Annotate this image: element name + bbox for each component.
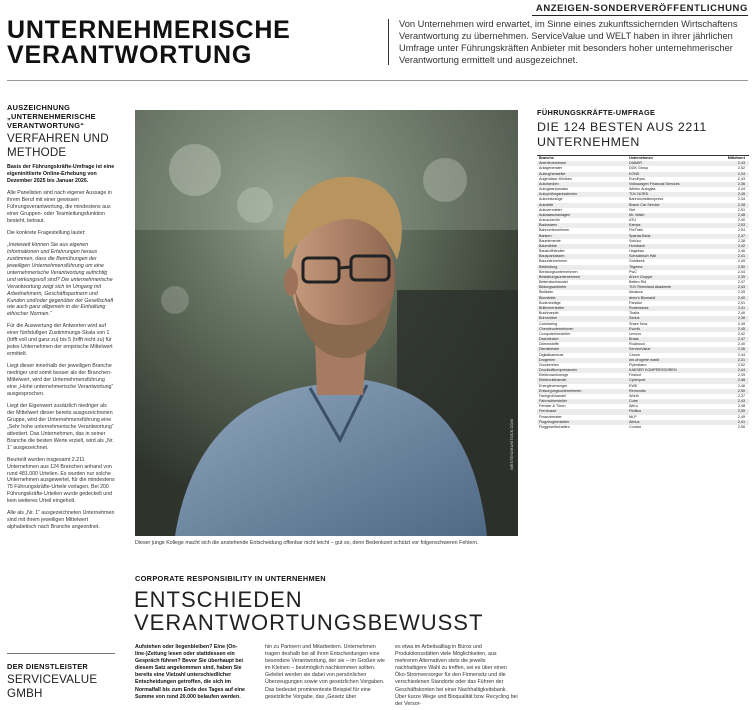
cell-unternehmen: denn's Biomarkt xyxy=(629,295,656,300)
cell-branche: Bahnunternehmen xyxy=(539,228,570,233)
cell-mittelwert: 2,50 xyxy=(737,264,745,269)
cell-mittelwert: 2,47 xyxy=(737,337,745,342)
method-quote: „Inwieweit können Sie aus eigenen Informationen und Erfahrungen heraus zustimmen, dass die Bemühungen der jeweiligen Unternehmensführung um eine unternehmerische Verantwortung aufrichtig und wirkungsvoll sind? Die unternehmerische Verantwortung zeigt sich im Umgang mit Arbeitnehmern, Geschäftspartnern und Kunden und/oder gegenüber der Gesellschaft wie auch ganz allgemein in der Einhaltung ethischer Normen.“ xyxy=(7,241,114,318)
cell-branche: Elektronikhandel xyxy=(539,378,567,383)
cell-mittelwert: 2,45 xyxy=(737,326,745,331)
cell-mittelwert: 2,47 xyxy=(737,280,745,285)
cell-mittelwert: 2,49 xyxy=(737,321,745,326)
cell-branche: Autoglasreparatur xyxy=(539,187,569,192)
cell-mittelwert: 2,52 xyxy=(737,362,745,367)
cell-unternehmen: ServiceValue xyxy=(629,347,651,352)
cell-mittelwert: 2,38 xyxy=(737,202,745,207)
method-paragraph: Alle Panelisten sind nach eigener Aussage in ihrem Beruf mit einer gewissen Führungsverantwortung, die mindestens aus einer Gruppen- oder Teamleitungsfunktion besteht, betraut. xyxy=(7,190,112,224)
article-column-1: Aufstehen oder liegenbleiben? Eine (On-line-)Zeitung lesen oder stattdessen ein Gespräch führen? Bevor Sie überhaupt bei diesem Satz angekommen sind, haben Sie bereits eine Vielzahl unterschiedlicher Entscheidungen getroffen, die sich im Normalfall bis zum Ende des Tages auf eine Summe von rund 20.000 belaufen werden. xyxy=(135,644,245,700)
article-body xyxy=(135,644,518,708)
cell-branche: Bauunternehmen xyxy=(539,259,568,264)
cell-unternehmen: Share Now xyxy=(629,321,648,326)
cell-mittelwert: 2,37 xyxy=(737,233,745,238)
cell-branche: Bestattungsunternehmen xyxy=(539,274,581,279)
cell-branche: Autovermieter xyxy=(539,207,562,212)
cell-unternehmen: DGK Group xyxy=(629,166,649,171)
portrait-illustration xyxy=(135,110,518,536)
cell-branche: Bauelemente xyxy=(539,238,561,243)
cell-unternehmen: Schüco xyxy=(629,238,642,243)
cell-mittelwert: 2,46 xyxy=(737,249,745,254)
cell-branche: Backwaren xyxy=(539,223,558,228)
cell-unternehmen: Sparda-Bank xyxy=(629,233,651,238)
cell-branche: Fachgroßhandel xyxy=(539,393,566,398)
photo-credit: WESTEND61/ISTOCK.COM xyxy=(509,419,514,470)
cell-unternehmen: ATU xyxy=(629,218,637,223)
article-column-2: hin zu Partnern und Mitarbeitern. Unternehmen tragen deshalb bei all ihren Entscheidungen eine besondere Verantwortung, der sie – im Großen wie im Kleinen – bestmöglich nachkommen sollten. Geleitet werden sie dabei von persönlichen Überzeugungen sowie von gesetzlichen Vorgaben. Das bedeutet prominenteste Beispiel für eine gesetzliche Vorgabe, das „Gesetz über xyxy=(265,644,385,700)
cell-branche: Banken xyxy=(539,233,552,238)
article-title-line-2: VERANTWORTUNGSBEWUSST xyxy=(134,610,484,635)
cell-mittelwert: 2,46 xyxy=(737,383,745,388)
cell-unternehmen: Evonik xyxy=(629,326,641,331)
cell-branche: Fernbusse xyxy=(539,409,557,414)
cell-branche: Biomärkte xyxy=(539,295,556,300)
cell-mittelwert: 2,45 xyxy=(737,192,745,197)
cell-unternehmen: Condor xyxy=(629,424,642,429)
page-title-line-1: UNTERNEHMERISCHE xyxy=(7,16,291,44)
cell-unternehmen: Alnatura xyxy=(629,290,643,295)
cell-unternehmen: Kamps xyxy=(629,223,641,228)
cell-branche: Druckereien xyxy=(539,362,559,367)
cell-unternehmen: Parador xyxy=(629,300,643,305)
cell-branche: Autoprüforganisationen xyxy=(539,192,578,197)
cell-unternehmen: Betten Rid xyxy=(629,280,647,285)
cell-unternehmen: KAESER KOMPRESSOREN xyxy=(629,368,677,373)
cell-branche: Bioläden xyxy=(539,290,554,295)
cell-mittelwert: 2,40 xyxy=(737,295,745,300)
cell-unternehmen: Hornbach xyxy=(629,243,645,248)
cell-unternehmen: PwC xyxy=(629,269,637,274)
cell-mittelwert: 2,48 xyxy=(737,378,745,383)
feature-photo xyxy=(135,110,518,536)
cell-unternehmen: Thalia xyxy=(629,311,640,316)
survey-title: DIE 124 BESTEN AUS 2211 UNTERNEHMEN xyxy=(537,120,707,149)
cell-unternehmen: Flyeralarm xyxy=(629,362,647,367)
cell-mittelwert: 2,34 xyxy=(737,197,745,202)
cell-branche: Fluggesellschaften xyxy=(539,424,570,429)
cell-unternehmen: EuroEyes xyxy=(629,176,645,181)
method-column xyxy=(7,103,115,531)
cell-mittelwert: 2,34 xyxy=(737,171,745,176)
sponsored-banner: ANZEIGEN-SONDERVERÖFFENTLICHUNG xyxy=(535,3,748,14)
cell-branche: Dämmstoffe xyxy=(539,342,559,347)
cell-mittelwert: 2,48 xyxy=(737,212,745,217)
cell-branche: Finanzberater xyxy=(539,414,562,419)
left-rule xyxy=(7,653,115,654)
cell-branche: Digitalkameras xyxy=(539,352,564,357)
cell-branche: Fahrradhersteller xyxy=(539,399,568,404)
cell-unternehmen: Remondis xyxy=(629,388,646,393)
cell-mittelwert: 2,55 xyxy=(737,409,745,414)
method-paragraph: Alle als „Nr. 1“ ausgezeichneten Unternehmen sind mit ihrem jeweiligen Mittelwert alphabetisch nach Branche angeordnet. xyxy=(7,510,115,531)
cell-branche: Autoteile xyxy=(539,202,554,207)
cell-unternehmen: dm-drogerie markt xyxy=(629,357,660,362)
cell-mittelwert: 2,53 xyxy=(737,223,745,228)
cell-mittelwert: 2,44 xyxy=(737,269,745,274)
cell-mittelwert: 2,44 xyxy=(737,368,745,373)
cell-branche: Brillenhersteller xyxy=(539,305,565,310)
article-title-line-1: ENTSCHIEDEN xyxy=(134,587,303,612)
cell-unternehmen: Festool xyxy=(629,373,642,378)
header-rule xyxy=(7,80,748,81)
cell-mittelwert: 2,46 xyxy=(737,311,745,316)
cell-unternehmen: Cyberport xyxy=(629,378,646,383)
cell-branche: Drogerien xyxy=(539,357,556,362)
cell-unternehmen: Bosch Car Service xyxy=(629,202,660,207)
cell-mittelwert: 2,31 xyxy=(737,357,745,362)
cell-unternehmen: Goldbeck xyxy=(629,259,645,264)
cell-unternehmen: Weru xyxy=(629,404,638,409)
cell-unternehmen: Volkswagen Financial Services xyxy=(629,181,680,186)
cell-branche: Buchhandel xyxy=(539,311,559,316)
method-title: VERFAHREN UND METHODE xyxy=(7,132,109,159)
cell-mittelwert: 2,43 xyxy=(737,161,745,166)
cell-unternehmen: Cube xyxy=(629,399,638,404)
cell-unternehmen: MLP xyxy=(629,414,637,419)
cell-mittelwert: 2,35 xyxy=(737,290,745,295)
column-header-branche: Branche xyxy=(539,156,554,160)
cell-unternehmen: DIAMIR xyxy=(629,161,642,166)
cell-unternehmen: Trigema xyxy=(629,264,643,269)
cell-mittelwert: 2,50 xyxy=(737,388,745,393)
page-title xyxy=(7,18,291,68)
cell-mittelwert: 2,51 xyxy=(737,300,745,305)
cell-branche: Bildungsanbieter xyxy=(539,285,567,290)
cell-unternehmen: Canon xyxy=(629,352,640,357)
cell-unternehmen: Sedus xyxy=(629,316,640,321)
cell-mittelwert: 2,36 xyxy=(737,347,745,352)
cell-branche: Autobanken xyxy=(539,181,559,186)
cell-unternehmen: Sixt xyxy=(629,207,636,212)
cell-mittelwert: 2,38 xyxy=(737,238,745,243)
cell-branche: Augenlaser-Kliniken xyxy=(539,176,572,181)
cell-unternehmen: EWE xyxy=(629,383,638,388)
cell-unternehmen: Braas xyxy=(629,337,639,342)
cell-mittelwert: 2,36 xyxy=(737,181,745,186)
cell-branche: Büromöbel xyxy=(539,316,557,321)
article-kicker: CORPORATE RESPONSIBILITY IN UNTERNEHMEN xyxy=(135,574,326,583)
cell-mittelwert: 2,48 xyxy=(737,404,745,409)
cell-unternehmen: Rockwool xyxy=(629,342,645,347)
cell-unternehmen: FlixTrain xyxy=(629,228,643,233)
cell-mittelwert: 2,42 xyxy=(737,331,745,336)
method-kicker: AUSZEICHNUNG „UNTERNEHMERISCHE VERANTWORTUNG“ xyxy=(7,103,96,130)
method-paragraph: Beurteilt wurden insgesamt 2.211 Unternehmen aus 124 Branchen anhand von rund 481.000 Urteilen. Es wurden nur solche Unternehmen ausgewertet, für die mindestens 75 Führungskräfte-Urteile vorlagen. Bei 200 Führungskräfte-Urteilen wurde gedeckelt und kein weiteres Urteil eingeholt. xyxy=(7,456,115,505)
cell-unternehmen: Würth xyxy=(629,393,639,398)
cell-branche: Computerhersteller xyxy=(539,331,571,336)
cell-unternehmen: KONE xyxy=(629,171,640,176)
cell-branche: Chemieunternehmen xyxy=(539,326,574,331)
article-column-3: es etwa im Arbeitsalltag in Büros und Produktionsstätten viele Möglichkeiten, aus mehreren Alternativen stets die jeweils nachhaltigere Wahl zu treffen, sei es über einen Öko-Stromversorger für den Firmensitz und die verschiedenen Standorte oder das Führen der Geschäftskonten bei einer Nachhaltigkeitsbank. Über kurze Wege und Bioqualität bzw. Recycling bei der Versor- xyxy=(395,644,518,707)
cell-mittelwert: 2,43 xyxy=(737,399,745,404)
cell-mittelwert: 2,43 xyxy=(737,285,745,290)
cell-branche: Fenster & Türen xyxy=(539,404,566,409)
method-paragraph: Liegt dieser innerhalb der jeweiligen Branche niedriger und somit besser als der Branchen-Mittelwert, wird der Unternehmensführung eine „Hohe unternehmerische Verantwortung“ ausgesprochen. xyxy=(7,363,114,397)
cell-branche: Entsorgungsunternehmen xyxy=(539,388,582,393)
provider-kicker: DER DIENSTLEISTER xyxy=(7,662,89,671)
cell-branche: Autoreisezüge xyxy=(539,197,563,202)
cell-branche: Bausparkassen xyxy=(539,254,565,259)
method-paragraph: Die konkrete Fragestellung lautet: xyxy=(7,229,86,236)
cell-unternehmen: FlixBus xyxy=(629,409,642,414)
cell-mittelwert: 2,45 xyxy=(737,259,745,264)
method-paragraph: Liegt der Eigenwert zusätzlich niedriger als der Mittelwert dieser bereits ausgezeichneten Gruppe, wird der Unternehmensführung eine „Sehr hohe unternehmerische Verantwortung“ attestiert. Das Unternehmen, das in seiner Branche die besten Werte erzielt, wird als „Nr. 1“ ausgezeichnet. xyxy=(7,402,114,451)
banner-rule xyxy=(532,15,748,16)
cell-unternehmen: TÜV NORD xyxy=(629,192,649,197)
cell-branche: Autowaschanlagen xyxy=(539,212,571,217)
cell-branche: Bekleidung xyxy=(539,264,558,269)
cell-mittelwert: 2,40 xyxy=(737,342,745,347)
photo-caption: Dieser junge Kollege macht sich die anstehende Entscheidung offenbar nicht leicht – gut so, denn Bedenkzeit schützt vor folgenschweren Fehlern. xyxy=(135,540,479,546)
cell-branche: Baustoffhändler xyxy=(539,249,565,254)
cell-mittelwert: 2,40 xyxy=(737,218,745,223)
page-title-line-2: VERANTWORTUNG xyxy=(7,41,253,69)
cell-unternehmen: Rodenstock xyxy=(629,305,649,310)
cell-branche: Bettenfachhandel xyxy=(539,280,568,285)
cell-mittelwert: 2,41 xyxy=(737,254,745,259)
cell-branche: Energieversorger xyxy=(539,383,568,388)
cell-mittelwert: 2,54 xyxy=(737,228,745,233)
method-body xyxy=(7,190,115,531)
survey-table xyxy=(537,155,749,430)
cell-unternehmen: Ahorn Gruppe xyxy=(629,274,653,279)
cell-branche: Aufzughersteller xyxy=(539,171,566,176)
cell-mittelwert: 2,43 xyxy=(737,176,745,181)
cell-mittelwert: 2,39 xyxy=(737,373,745,378)
cell-unternehmen: Bahntouristikexpress xyxy=(629,197,664,202)
cell-mittelwert: 2,56 xyxy=(737,424,745,429)
cell-unternehmen: Lenovo xyxy=(629,331,642,336)
cell-unternehmen: Schwäbisch Hall xyxy=(629,254,657,259)
column-header-unternehmen: Unternehmen xyxy=(629,156,653,160)
cell-mittelwert: 2,39 xyxy=(737,274,745,279)
cell-mittelwert: 2,51 xyxy=(737,207,745,212)
cell-mittelwert: 2,37 xyxy=(737,393,745,398)
header-separator xyxy=(388,19,389,65)
table-row xyxy=(537,425,749,430)
provider-title: SERVICEVALUE GMBH xyxy=(7,673,98,700)
cell-mittelwert: 2,52 xyxy=(737,166,745,171)
survey-kicker: FÜHRUNGSKRÄFTE-UMFRAGE xyxy=(537,108,656,117)
cell-unternehmen: Mr. Wash xyxy=(629,212,645,217)
method-paragraph: Für die Auswertung der Antworten wird auf einer fünfstufigen Zustimmungs-Skala von 1 (trifft voll und ganz zu) bis 5 (trifft nicht zu) für jedes Unternehmen der empirische Mittelwert ermittelt. xyxy=(7,323,113,358)
cell-branche: Beratungsunternehmen xyxy=(539,269,578,274)
cell-branche: Baumärkte xyxy=(539,243,557,248)
cell-mittelwert: 2,41 xyxy=(737,305,745,310)
cell-unternehmen: TÜV Rheinland Akademie xyxy=(629,285,672,290)
cell-branche: Dienstleister xyxy=(539,347,560,352)
cell-mittelwert: 2,44 xyxy=(737,352,745,357)
column-header-mittelwert: Mittelwert xyxy=(727,156,745,160)
provider-box xyxy=(7,662,115,700)
cell-branche: Druckluftkompressoren xyxy=(539,368,577,373)
cell-unternehmen: Hagebau xyxy=(629,249,644,254)
cell-branche: Anlageberater xyxy=(539,166,563,171)
intro-text: Von Unternehmen wird erwartet, im Sinne eines zukunftssichernden Wirtschaftens Verantwortung zu übernehmen. ServiceValue und WELT haben in ihrer jährlichen Umfrage unter Führungskräften Anbieter mit besonders hoher unternehmerischer Verantwortung ermittelt und ausgezeichnet. xyxy=(399,19,738,66)
cell-branche: Carsharing xyxy=(539,321,558,326)
cell-unternehmen: Airbus xyxy=(629,419,640,424)
cell-mittelwert: 2,41 xyxy=(737,419,745,424)
cell-branche: Autozubehör xyxy=(539,218,560,223)
cell-mittelwert: 2,44 xyxy=(737,187,745,192)
cell-branche: Elektrowerkzeuge xyxy=(539,373,569,378)
cell-branche: Abenteuerreisen xyxy=(539,161,567,166)
cell-branche: Dachdecker xyxy=(539,337,559,342)
cell-branche: Bodenbeläge xyxy=(539,300,561,305)
cell-mittelwert: 2,49 xyxy=(737,414,745,419)
cell-unternehmen: Wintec Autoglas xyxy=(629,187,656,192)
survey-column xyxy=(537,108,749,430)
method-lead: Basis der Führungskräfte-Umfrage ist eine eigeninitiierte Online-Erhebung von Dezember 2025 bis Januar 2026. xyxy=(7,164,115,185)
cell-mittelwert: 2,42 xyxy=(737,243,745,248)
cell-mittelwert: 2,38 xyxy=(737,316,745,321)
article-title xyxy=(134,588,524,634)
cell-branche: Flugzeughersteller xyxy=(539,419,570,424)
